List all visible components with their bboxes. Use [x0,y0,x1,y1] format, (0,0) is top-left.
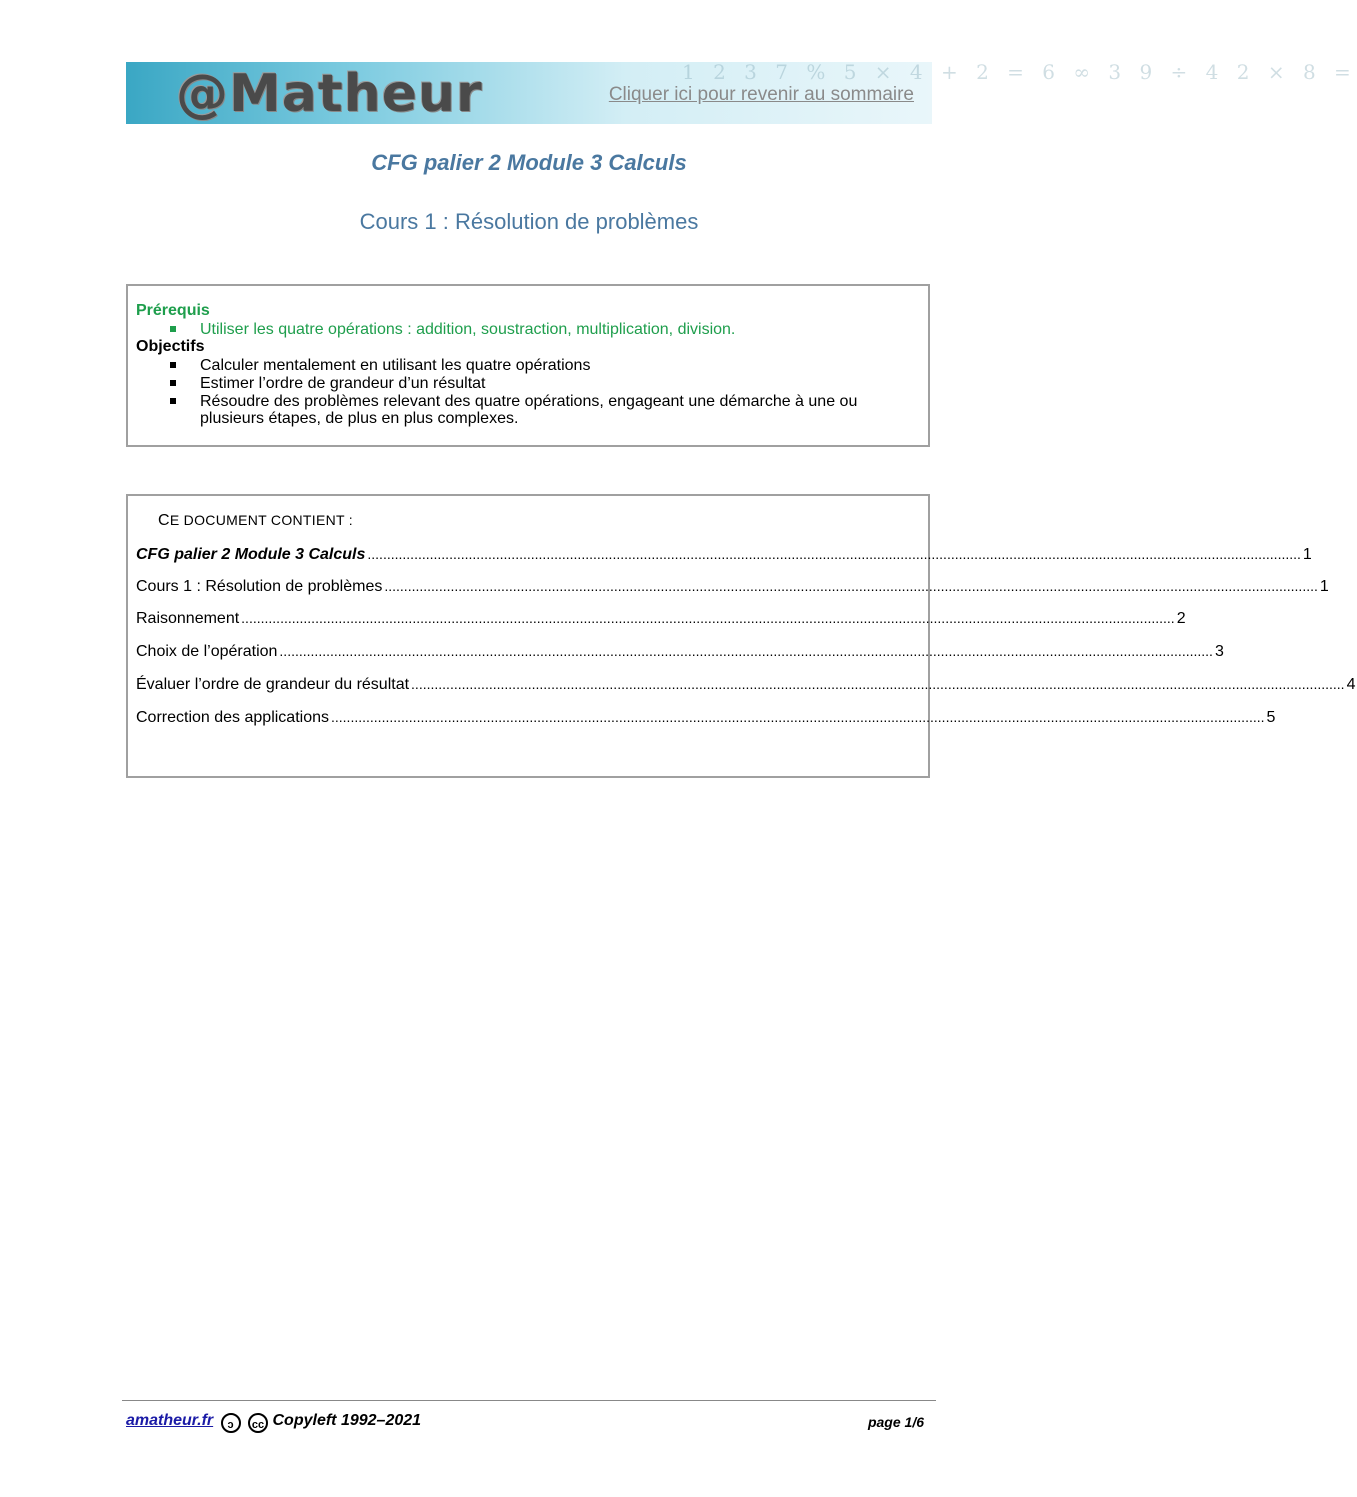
table-of-contents [126,494,1356,778]
creative-commons-icon: cc [248,1413,268,1433]
toc-entry[interactable]: Évaluer l’ordre de grandeur du résultat ..... 4 [136,676,924,694]
footer-divider [122,1400,936,1401]
prereq-heading: Prérequis [136,302,210,319]
toc-entry[interactable]: Choix de l’opération ..... 3 [136,643,924,661]
site-logo: @Matheur [176,64,483,124]
footer [126,1412,421,1433]
objectives-box [126,284,930,447]
math-symbols-decoration: 1 2 3 7 % 5 × 4 + 2 = 6 ∞ 3 9 ÷ 4 2 × 8 = [682,60,1357,84]
lesson-subtitle: Cours 1 : Résolution de problèmes [359,209,699,234]
toc-entry[interactable]: CFG palier 2 Module 3 Calculs ..... 1 [136,546,924,564]
header-banner [126,60,1357,124]
copyleft-icon: ↄ [221,1413,241,1433]
site-link[interactable]: amatheur.fr [126,1412,214,1429]
document-title: CFG palier 2 Module 3 Calculs [371,150,687,175]
toc-entry[interactable]: Correction des applications ..... 5 [136,709,924,727]
objectives-heading: Objectifs [136,338,205,355]
objective-item: Résoudre des problèmes relevant des quatre opérations, engageant une démarche à une ou plusieurs étapes, de plus en plus complexes. [200,393,920,427]
objective-item: Calculer mentalement en utilisant les quatre opérations [200,357,920,374]
toc-entry[interactable]: Cours 1 : Résolution de problèmes ..... 1 [136,578,924,596]
page-number: page 1/6 [867,1414,924,1430]
objective-item: Estimer l’ordre de grandeur d’un résultat [200,375,920,392]
prereq-item: Utiliser les quatre opérations : addition, soustraction, multiplication, division. [200,321,920,338]
toc-header: CE DOCUMENT CONTIENT : [158,512,353,529]
back-to-summary-link[interactable]: Cliquer ici pour revenir au sommaire [608,84,914,105]
copyleft-text: Copyleft 1992–2021 [272,1412,422,1429]
toc-entry[interactable]: Raisonnement ..... 2 [136,610,924,628]
